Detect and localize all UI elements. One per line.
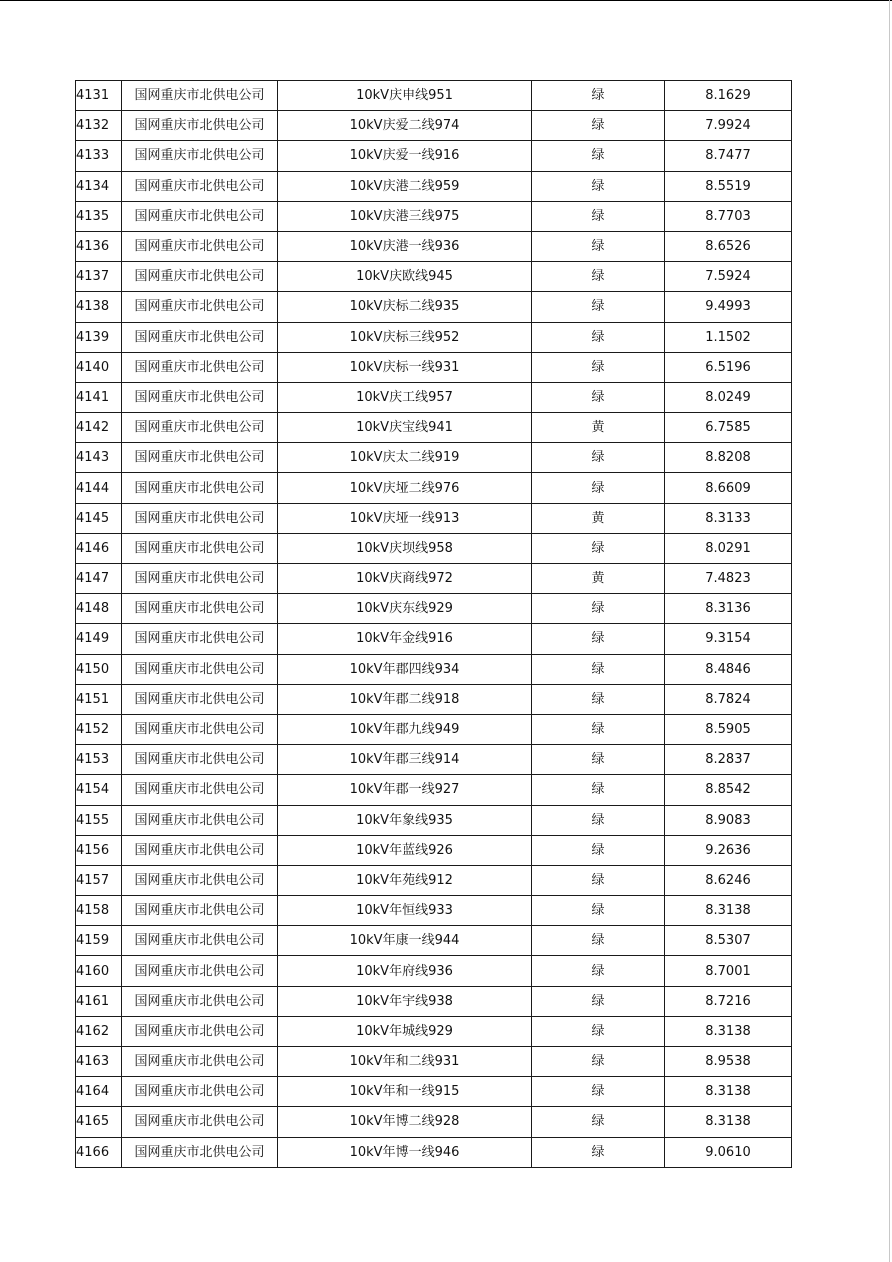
table-row (76, 624, 792, 654)
score-cell: 8.2837 (665, 745, 792, 775)
score-cell: 8.3136 (665, 594, 792, 624)
row-id-cell: 4148 (76, 594, 122, 624)
status-cell: 绿 (532, 1077, 665, 1107)
company-cell: 国网重庆市北供电公司 (122, 533, 278, 563)
table-row (76, 1137, 792, 1167)
status-cell: 绿 (532, 262, 665, 292)
company-cell: 国网重庆市北供电公司 (122, 594, 278, 624)
score-cell: 8.6526 (665, 231, 792, 261)
status-cell: 绿 (532, 171, 665, 201)
company-cell: 国网重庆市北供电公司 (122, 684, 278, 714)
row-id-cell: 4141 (76, 382, 122, 412)
status-cell: 绿 (532, 745, 665, 775)
score-cell: 9.2636 (665, 835, 792, 865)
table-row (76, 1077, 792, 1107)
table-row (76, 1047, 792, 1077)
score-cell: 9.4993 (665, 292, 792, 322)
score-cell: 8.1629 (665, 81, 792, 111)
data-table (75, 80, 792, 1168)
company-cell: 国网重庆市北供电公司 (122, 1016, 278, 1046)
table-row (76, 322, 792, 352)
table-row (76, 1107, 792, 1137)
company-cell: 国网重庆市北供电公司 (122, 231, 278, 261)
row-id-cell: 4152 (76, 714, 122, 744)
company-cell: 国网重庆市北供电公司 (122, 564, 278, 594)
page-top-rule (0, 0, 892, 1)
line-name-cell: 10kV庆港一线936 (278, 231, 532, 261)
score-cell: 8.3133 (665, 503, 792, 533)
status-cell: 绿 (532, 443, 665, 473)
line-name-cell: 10kV年象线935 (278, 805, 532, 835)
score-cell: 8.6609 (665, 473, 792, 503)
line-name-cell: 10kV年金线916 (278, 624, 532, 654)
line-name-cell: 10kV年博一线946 (278, 1137, 532, 1167)
status-cell: 绿 (532, 986, 665, 1016)
row-id-cell: 4142 (76, 413, 122, 443)
row-id-cell: 4137 (76, 262, 122, 292)
line-name-cell: 10kV庆商线972 (278, 564, 532, 594)
status-cell: 黄 (532, 503, 665, 533)
table-row (76, 231, 792, 261)
company-cell: 国网重庆市北供电公司 (122, 292, 278, 322)
table-row (76, 413, 792, 443)
line-name-cell: 10kV庆标一线931 (278, 352, 532, 382)
line-name-cell: 10kV年苑线912 (278, 865, 532, 895)
company-cell: 国网重庆市北供电公司 (122, 926, 278, 956)
score-cell: 1.1502 (665, 322, 792, 352)
status-cell: 绿 (532, 684, 665, 714)
row-id-cell: 4143 (76, 443, 122, 473)
status-cell: 绿 (532, 775, 665, 805)
company-cell: 国网重庆市北供电公司 (122, 1077, 278, 1107)
row-id-cell: 4159 (76, 926, 122, 956)
row-id-cell: 4139 (76, 322, 122, 352)
table-row (76, 926, 792, 956)
row-id-cell: 4158 (76, 896, 122, 926)
company-cell: 国网重庆市北供电公司 (122, 171, 278, 201)
line-name-cell: 10kV庆港二线959 (278, 171, 532, 201)
company-cell: 国网重庆市北供电公司 (122, 624, 278, 654)
status-cell: 绿 (532, 382, 665, 412)
company-cell: 国网重庆市北供电公司 (122, 111, 278, 141)
line-name-cell: 10kV年郡三线914 (278, 745, 532, 775)
line-name-cell: 10kV年恒线933 (278, 896, 532, 926)
status-cell: 绿 (532, 1047, 665, 1077)
table-row (76, 503, 792, 533)
row-id-cell: 4161 (76, 986, 122, 1016)
line-name-cell: 10kV年郡二线918 (278, 684, 532, 714)
status-cell: 绿 (532, 926, 665, 956)
row-id-cell: 4163 (76, 1047, 122, 1077)
score-cell: 6.7585 (665, 413, 792, 443)
company-cell: 国网重庆市北供电公司 (122, 956, 278, 986)
table-row (76, 805, 792, 835)
line-name-cell: 10kV庆垭二线976 (278, 473, 532, 503)
table-row (76, 201, 792, 231)
row-id-cell: 4153 (76, 745, 122, 775)
row-id-cell: 4146 (76, 533, 122, 563)
row-id-cell: 4164 (76, 1077, 122, 1107)
table-row (76, 171, 792, 201)
company-cell: 国网重庆市北供电公司 (122, 714, 278, 744)
company-cell: 国网重庆市北供电公司 (122, 1107, 278, 1137)
company-cell: 国网重庆市北供电公司 (122, 201, 278, 231)
score-cell: 8.7703 (665, 201, 792, 231)
table-row (76, 141, 792, 171)
status-cell: 黄 (532, 564, 665, 594)
company-cell: 国网重庆市北供电公司 (122, 262, 278, 292)
status-cell: 绿 (532, 141, 665, 171)
line-name-cell: 10kV年宇线938 (278, 986, 532, 1016)
row-id-cell: 4136 (76, 231, 122, 261)
table-row (76, 745, 792, 775)
score-cell: 9.0610 (665, 1137, 792, 1167)
status-cell: 绿 (532, 533, 665, 563)
score-cell: 8.7216 (665, 986, 792, 1016)
table-row (76, 865, 792, 895)
status-cell: 绿 (532, 292, 665, 322)
row-id-cell: 4140 (76, 352, 122, 382)
table-row (76, 262, 792, 292)
status-cell: 绿 (532, 473, 665, 503)
status-cell: 绿 (532, 1107, 665, 1137)
line-name-cell: 10kV庆工线957 (278, 382, 532, 412)
line-name-cell: 10kV年和二线931 (278, 1047, 532, 1077)
table-row (76, 986, 792, 1016)
table-row (76, 714, 792, 744)
score-cell: 7.4823 (665, 564, 792, 594)
row-id-cell: 4135 (76, 201, 122, 231)
table-row (76, 352, 792, 382)
score-cell: 8.3138 (665, 1016, 792, 1046)
status-cell: 绿 (532, 352, 665, 382)
line-name-cell: 10kV年城线929 (278, 1016, 532, 1046)
row-id-cell: 4149 (76, 624, 122, 654)
table-row (76, 775, 792, 805)
table-row (76, 956, 792, 986)
score-cell: 8.5519 (665, 171, 792, 201)
row-id-cell: 4166 (76, 1137, 122, 1167)
company-cell: 国网重庆市北供电公司 (122, 81, 278, 111)
status-cell: 绿 (532, 896, 665, 926)
line-name-cell: 10kV庆爱一线916 (278, 141, 532, 171)
status-cell: 黄 (532, 413, 665, 443)
table-row (76, 564, 792, 594)
score-cell: 8.3138 (665, 896, 792, 926)
score-cell: 8.3138 (665, 1077, 792, 1107)
company-cell: 国网重庆市北供电公司 (122, 745, 278, 775)
status-cell: 绿 (532, 1016, 665, 1046)
company-cell: 国网重庆市北供电公司 (122, 896, 278, 926)
status-cell: 绿 (532, 81, 665, 111)
status-cell: 绿 (532, 231, 665, 261)
status-cell: 绿 (532, 865, 665, 895)
row-id-cell: 4157 (76, 865, 122, 895)
table-row (76, 1016, 792, 1046)
company-cell: 国网重庆市北供电公司 (122, 503, 278, 533)
table-row (76, 594, 792, 624)
score-cell: 9.3154 (665, 624, 792, 654)
row-id-cell: 4150 (76, 654, 122, 684)
line-name-cell: 10kV年郡一线927 (278, 775, 532, 805)
table-row (76, 896, 792, 926)
line-name-cell: 10kV庆欧线945 (278, 262, 532, 292)
row-id-cell: 4132 (76, 111, 122, 141)
line-name-cell: 10kV年博二线928 (278, 1107, 532, 1137)
row-id-cell: 4138 (76, 292, 122, 322)
status-cell: 绿 (532, 805, 665, 835)
score-cell: 8.4846 (665, 654, 792, 684)
company-cell: 国网重庆市北供电公司 (122, 1137, 278, 1167)
row-id-cell: 4147 (76, 564, 122, 594)
row-id-cell: 4162 (76, 1016, 122, 1046)
line-name-cell: 10kV庆垭一线913 (278, 503, 532, 533)
row-id-cell: 4133 (76, 141, 122, 171)
line-name-cell: 10kV年郡四线934 (278, 654, 532, 684)
company-cell: 国网重庆市北供电公司 (122, 382, 278, 412)
table-row (76, 473, 792, 503)
score-cell: 7.5924 (665, 262, 792, 292)
company-cell: 国网重庆市北供电公司 (122, 473, 278, 503)
score-cell: 8.5307 (665, 926, 792, 956)
table-row (76, 835, 792, 865)
company-cell: 国网重庆市北供电公司 (122, 141, 278, 171)
status-cell: 绿 (532, 714, 665, 744)
page-right-edge (889, 0, 890, 1262)
company-cell: 国网重庆市北供电公司 (122, 443, 278, 473)
company-cell: 国网重庆市北供电公司 (122, 865, 278, 895)
company-cell: 国网重庆市北供电公司 (122, 654, 278, 684)
score-cell: 8.8208 (665, 443, 792, 473)
company-cell: 国网重庆市北供电公司 (122, 805, 278, 835)
line-name-cell: 10kV庆东线929 (278, 594, 532, 624)
status-cell: 绿 (532, 111, 665, 141)
line-name-cell: 10kV庆坝线958 (278, 533, 532, 563)
row-id-cell: 4156 (76, 835, 122, 865)
score-cell: 8.0249 (665, 382, 792, 412)
table-row (76, 111, 792, 141)
line-name-cell: 10kV庆爱二线974 (278, 111, 532, 141)
company-cell: 国网重庆市北供电公司 (122, 413, 278, 443)
status-cell: 绿 (532, 322, 665, 352)
row-id-cell: 4145 (76, 503, 122, 533)
table-row (76, 292, 792, 322)
score-cell: 8.7477 (665, 141, 792, 171)
status-cell: 绿 (532, 956, 665, 986)
table-body (76, 81, 792, 1168)
line-name-cell: 10kV年和一线915 (278, 1077, 532, 1107)
row-id-cell: 4165 (76, 1107, 122, 1137)
line-name-cell: 10kV庆宝线941 (278, 413, 532, 443)
company-cell: 国网重庆市北供电公司 (122, 775, 278, 805)
score-cell: 6.5196 (665, 352, 792, 382)
table-row (76, 684, 792, 714)
row-id-cell: 4131 (76, 81, 122, 111)
row-id-cell: 4151 (76, 684, 122, 714)
score-cell: 8.9083 (665, 805, 792, 835)
score-cell: 8.0291 (665, 533, 792, 563)
table-row (76, 654, 792, 684)
score-cell: 7.9924 (665, 111, 792, 141)
score-cell: 8.3138 (665, 1107, 792, 1137)
line-name-cell: 10kV庆申线951 (278, 81, 532, 111)
status-cell: 绿 (532, 624, 665, 654)
score-cell: 8.7824 (665, 684, 792, 714)
status-cell: 绿 (532, 835, 665, 865)
line-name-cell: 10kV年郡九线949 (278, 714, 532, 744)
company-cell: 国网重庆市北供电公司 (122, 835, 278, 865)
row-id-cell: 4134 (76, 171, 122, 201)
score-cell: 8.8542 (665, 775, 792, 805)
row-id-cell: 4144 (76, 473, 122, 503)
row-id-cell: 4154 (76, 775, 122, 805)
line-name-cell: 10kV庆标二线935 (278, 292, 532, 322)
table-row (76, 81, 792, 111)
score-cell: 8.5905 (665, 714, 792, 744)
score-cell: 8.9538 (665, 1047, 792, 1077)
table-row (76, 533, 792, 563)
company-cell: 国网重庆市北供电公司 (122, 986, 278, 1016)
status-cell: 绿 (532, 1137, 665, 1167)
row-id-cell: 4155 (76, 805, 122, 835)
line-name-cell: 10kV庆太二线919 (278, 443, 532, 473)
score-cell: 8.7001 (665, 956, 792, 986)
line-name-cell: 10kV庆标三线952 (278, 322, 532, 352)
status-cell: 绿 (532, 654, 665, 684)
line-name-cell: 10kV年康一线944 (278, 926, 532, 956)
line-name-cell: 10kV庆港三线975 (278, 201, 532, 231)
line-name-cell: 10kV年蓝线926 (278, 835, 532, 865)
company-cell: 国网重庆市北供电公司 (122, 352, 278, 382)
table-row (76, 382, 792, 412)
company-cell: 国网重庆市北供电公司 (122, 322, 278, 352)
table-row (76, 443, 792, 473)
score-cell: 8.6246 (665, 865, 792, 895)
line-name-cell: 10kV年府线936 (278, 956, 532, 986)
status-cell: 绿 (532, 594, 665, 624)
row-id-cell: 4160 (76, 956, 122, 986)
status-cell: 绿 (532, 201, 665, 231)
company-cell: 国网重庆市北供电公司 (122, 1047, 278, 1077)
